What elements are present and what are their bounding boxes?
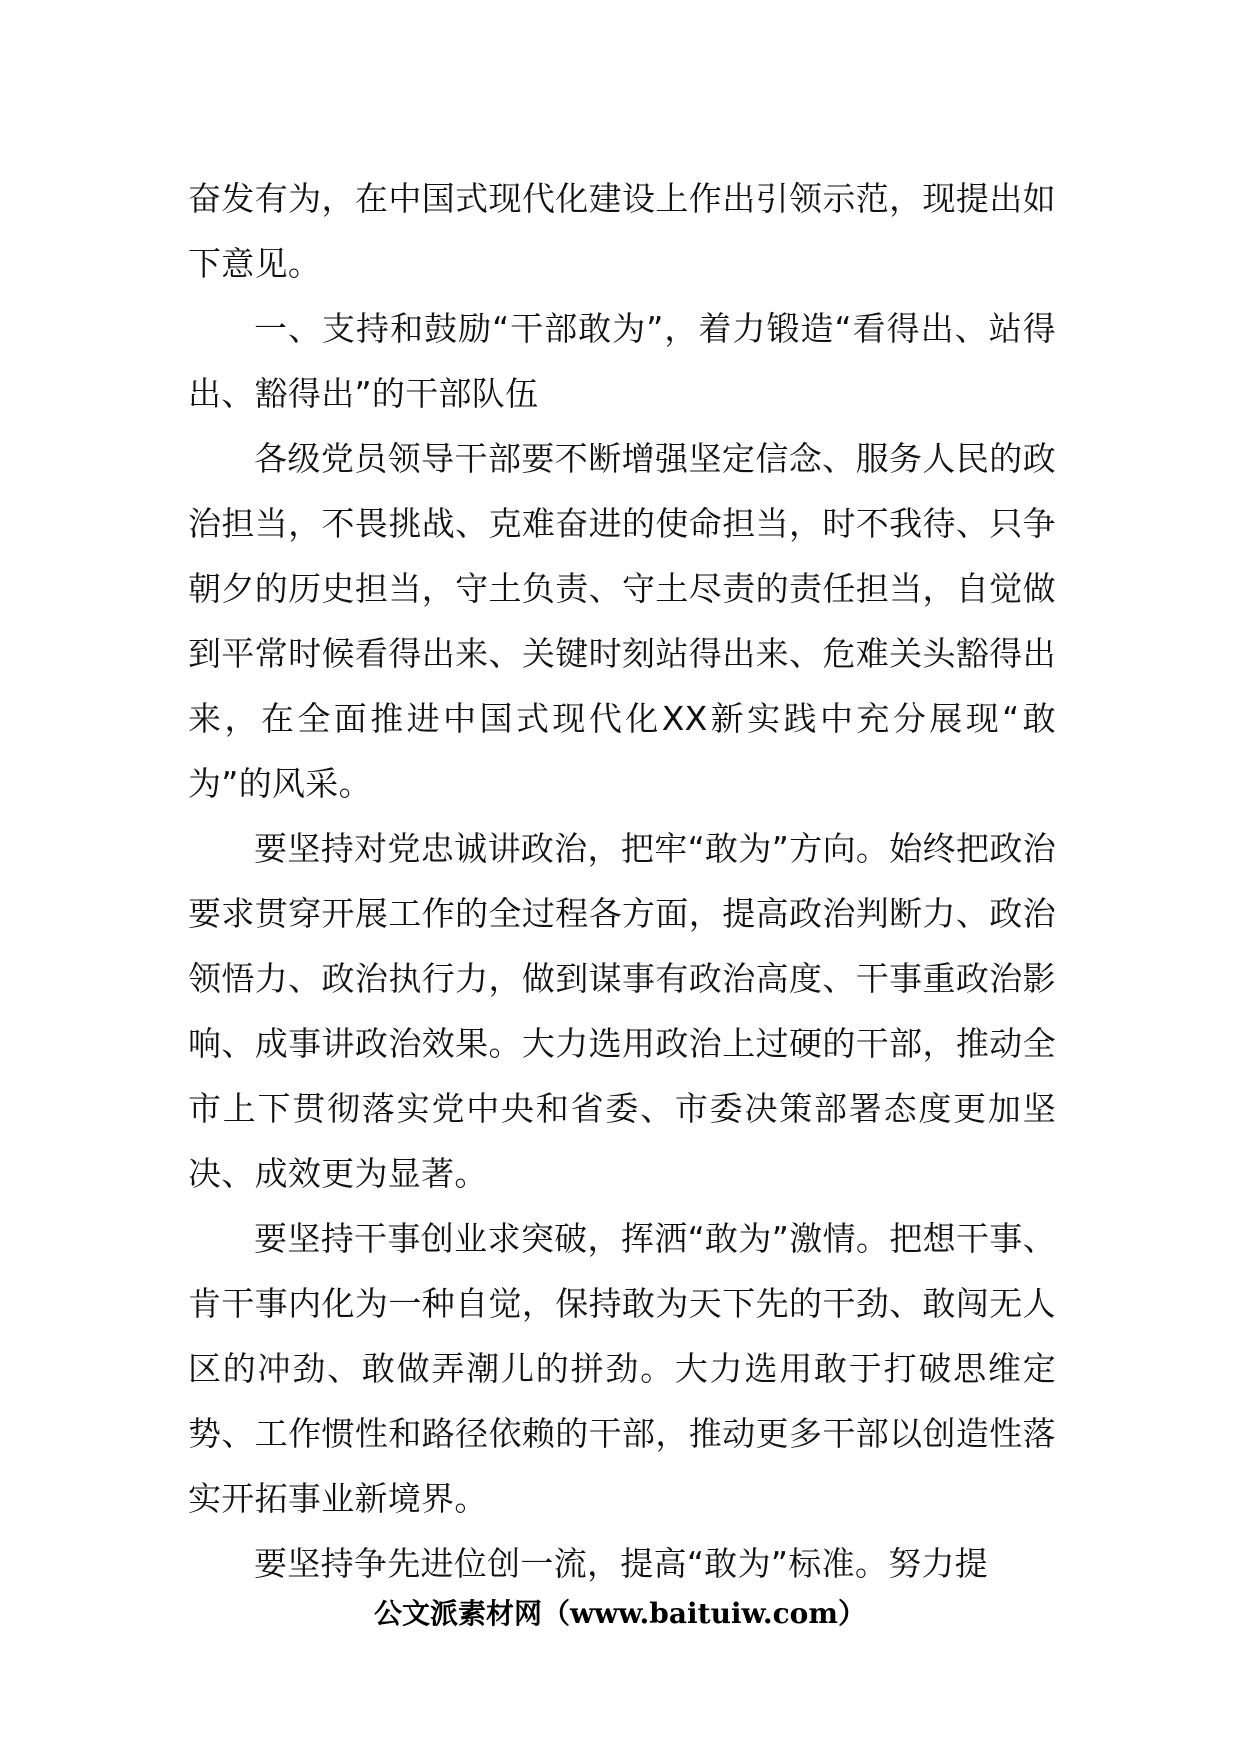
paragraph-intro: 各级党员领导干部要不断增强坚定信念、服务人民的政治担当，不畏挑战、克难奋进的使命担当，时不我待、只争朝夕的历史担当，守土负责、守土尽责的责任担当，自觉做到平常时候看得出来、关键时刻站得出来、危难关头豁得出来，在全面推进中国式现代化XX新实践中充分展现“敢为”的风采。 <box>188 439 1056 803</box>
footer-watermark: 公文派素材网（www.baituiw.com） <box>374 1597 866 1630</box>
section-heading: 一、支持和鼓励“干部敢为”，着力锻造“看得出、站得出、豁得出”的干部队伍 <box>188 309 1056 413</box>
paragraph-political-loyalty: 要坚持对党忠诚讲政治，把牢“敢为”方向。始终把政治要求贯穿开展工作的全过程各方面，提高政治判断力、政治领悟力、政治执行力，做到谋事有政治高度、干事重政治影响、成事讲政治效果。大力选用政治上过硬的干部，推动全市上下贯彻落实党中央和省委、市委决策部署态度更加坚决、成效更为显著。 <box>188 829 1056 1193</box>
paragraph-continuation: 奋发有为，在中国式现代化建设上作出引领示范，现提出如下意见。 <box>188 179 1056 283</box>
paragraph-excellence: 要坚持争先进位创一流，提高“敢为”标准。努力提 <box>254 1544 989 1583</box>
paragraph-entrepreneurship: 要坚持干事创业求突破，挥洒“敢为”激情。把想干事、肯干事内化为一种自觉，保持敢为天下先的干劲、敢闯无人区的冲劲、敢做弄潮儿的拼劲。大力选用敢于打破思维定势、工作惯性和路径依赖的干部，推动更多干部以创造性落实开拓事业新境界。 <box>188 1219 1056 1518</box>
document-body <box>188 166 1056 1596</box>
